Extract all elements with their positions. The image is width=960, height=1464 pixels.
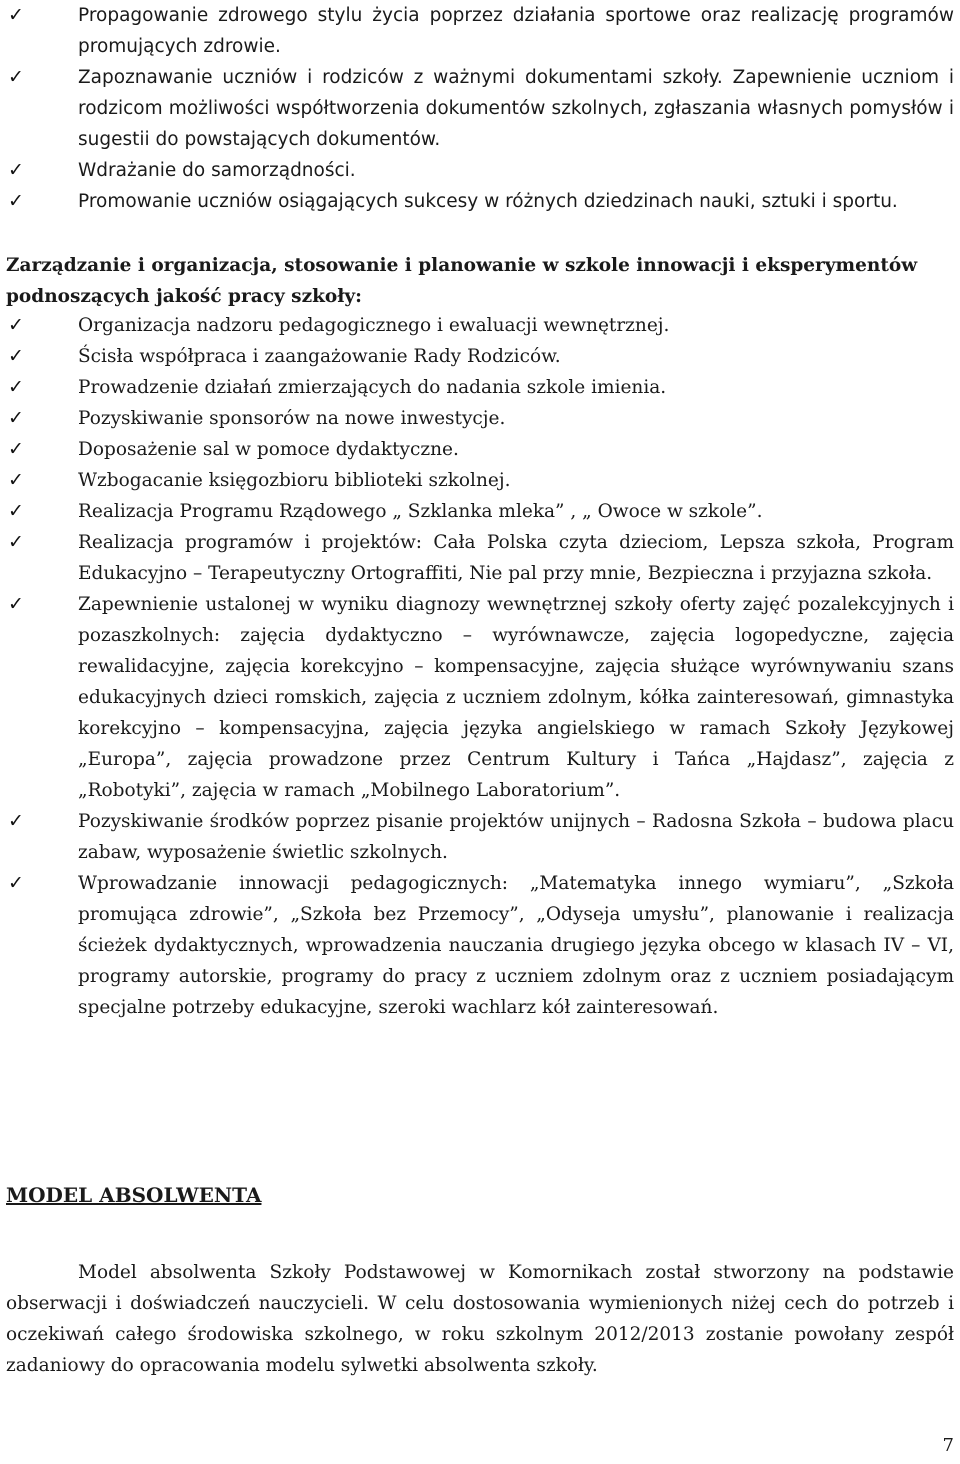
checkmark-icon: ✓ xyxy=(8,872,24,894)
checkmark-icon: ✓ xyxy=(8,190,24,212)
goals-list xyxy=(0,0,960,217)
list-item xyxy=(0,527,960,589)
list-item xyxy=(0,806,960,868)
list-item-text: Promowanie uczniów osiągających sukcesy w różnych dziedzinach nauki, sztuki i sportu. xyxy=(78,191,898,212)
list-item xyxy=(0,434,960,465)
checkmark-icon: ✓ xyxy=(8,376,24,398)
list-item xyxy=(0,403,960,434)
list-item-text: Doposażenie sal w pomoce dydaktyczne. xyxy=(78,439,459,460)
list-item xyxy=(0,496,960,527)
list-item-text: Zapewnienie ustalonej w wyniku diagnozy wewnętrznej szkoły oferty zajęć pozalekcyjnych i pozaszkolnych: zajęcia dydaktyczno – wyrównawcze, zajęcia logopedyczne, zajęcia rewalidacyjne, zajęcia korekcyjno – kompensacyjne, zajęcia służące wyrównywaniu szans edukacyjnych dzieci romskich, zajęcia z uczniem zdolnym, kółka zainteresowań, gimnastyka korekcyjno – kompensacyjna, zajęcia języka angielskiego w ramach Szkoły Językowej „Europa”, zajęcia prowadzone przez Centrum Kultury i Tańca „Hajdasz”, zajęcia z „Robotyki”, zajęcia w ramach „Mobilnego Laboratorium”. xyxy=(78,594,954,801)
checkmark-icon: ✓ xyxy=(8,66,24,88)
checkmark-icon: ✓ xyxy=(8,159,24,181)
management-list xyxy=(0,310,960,1023)
list-item-text: Realizacja programów i projektów: Cała Polska czyta dzieciom, Lepsza szkoła, Program Edukacyjno – Terapeutyczny Ortograffiti, Nie pal przy mnie, Bezpieczna i przyjazna szkoła. xyxy=(78,532,954,584)
list-item-text: Propagowanie zdrowego stylu życia poprzez działania sportowe oraz realizację programów promujących zdrowie. xyxy=(78,5,954,57)
list-item-text: Pozyskiwanie sponsorów na nowe inwestycje. xyxy=(78,408,506,429)
list-item xyxy=(0,186,960,217)
list-item-text: Organizacja nadzoru pedagogicznego i ewaluacji wewnętrznej. xyxy=(78,315,670,336)
list-item-text: Wprowadzanie innowacji pedagogicznych: „Matematyka innego wymiaru”, „Szkoła promująca zdrowie”, „Szkoła bez Przemocy”, „Odyseja umysłu”, planowanie i realizacja ścieżek dydaktycznych, wprowadzenia nauczania drugiego języka obcego w klasach IV – VI, programy autorskie, programy do pracy z uczniem zdolnym oraz z uczniem posiadającym specjalne potrzeby edukacyjne, szeroki wachlarz kół zainteresowań. xyxy=(78,873,954,1018)
list-item xyxy=(0,341,960,372)
checkmark-icon: ✓ xyxy=(8,810,24,832)
list-item-text: Wzbogacanie księgozbioru biblioteki szkolnej. xyxy=(78,470,511,491)
model-title: MODEL ABSOLWENTA xyxy=(6,1183,262,1207)
checkmark-icon: ✓ xyxy=(8,345,24,367)
list-item-text: Prowadzenie działań zmierzających do nadania szkole imienia. xyxy=(78,377,667,398)
list-item xyxy=(0,310,960,341)
list-item xyxy=(0,372,960,403)
checkmark-icon: ✓ xyxy=(8,593,24,615)
list-item xyxy=(0,0,960,62)
list-item xyxy=(0,868,960,1023)
list-item-text: Realizacja Programu Rządowego „ Szklanka mleka” , „ Owoce w szkole”. xyxy=(78,501,763,522)
list-item xyxy=(0,62,960,155)
section-heading: Zarządzanie i organizacja, stosowanie i planowanie w szkole innowacji i eksperymentów podnoszących jakość pracy szkoły: xyxy=(6,255,918,307)
checkmark-icon: ✓ xyxy=(8,407,24,429)
list-item xyxy=(0,589,960,806)
page-number: 7 xyxy=(942,1435,954,1456)
list-item-text: Pozyskiwanie środków poprzez pisanie projektów unijnych – Radosna Szkoła – budowa placu zabaw, wyposażenie świetlic szkolnych. xyxy=(78,811,954,863)
checkmark-icon: ✓ xyxy=(8,531,24,553)
list-item-text: Wdrażanie do samorządności. xyxy=(78,160,356,181)
checkmark-icon: ✓ xyxy=(8,314,24,336)
checkmark-icon: ✓ xyxy=(8,438,24,460)
list-item-text: Ścisła współpraca i zaangażowanie Rady Rodziców. xyxy=(78,346,561,367)
list-item-text: Zapoznawanie uczniów i rodziców z ważnymi dokumentami szkoły. Zapewnienie uczniom i rodzicom możliwości współtworzenia dokumentów szkolnych, zgłaszania własnych pomysłów i sugestii do powstających dokumentów. xyxy=(78,67,954,150)
list-item xyxy=(0,465,960,496)
checkmark-icon: ✓ xyxy=(8,469,24,491)
checkmark-icon: ✓ xyxy=(8,500,24,522)
checkmark-icon: ✓ xyxy=(8,4,24,26)
model-paragraph: Model absolwenta Szkoły Podstawowej w Komornikach został stworzony na podstawie obserwacji i doświadczeń nauczycieli. W celu dostosowania wymienionych niżej cech do potrzeb i oczekiwań całego środowiska szkolnego, w roku szkolnym 2012/2013 zostanie powołany zespół zadaniowy do opracowania modelu sylwetki absolwenta szkoły. xyxy=(6,1261,954,1376)
list-item xyxy=(0,155,960,186)
